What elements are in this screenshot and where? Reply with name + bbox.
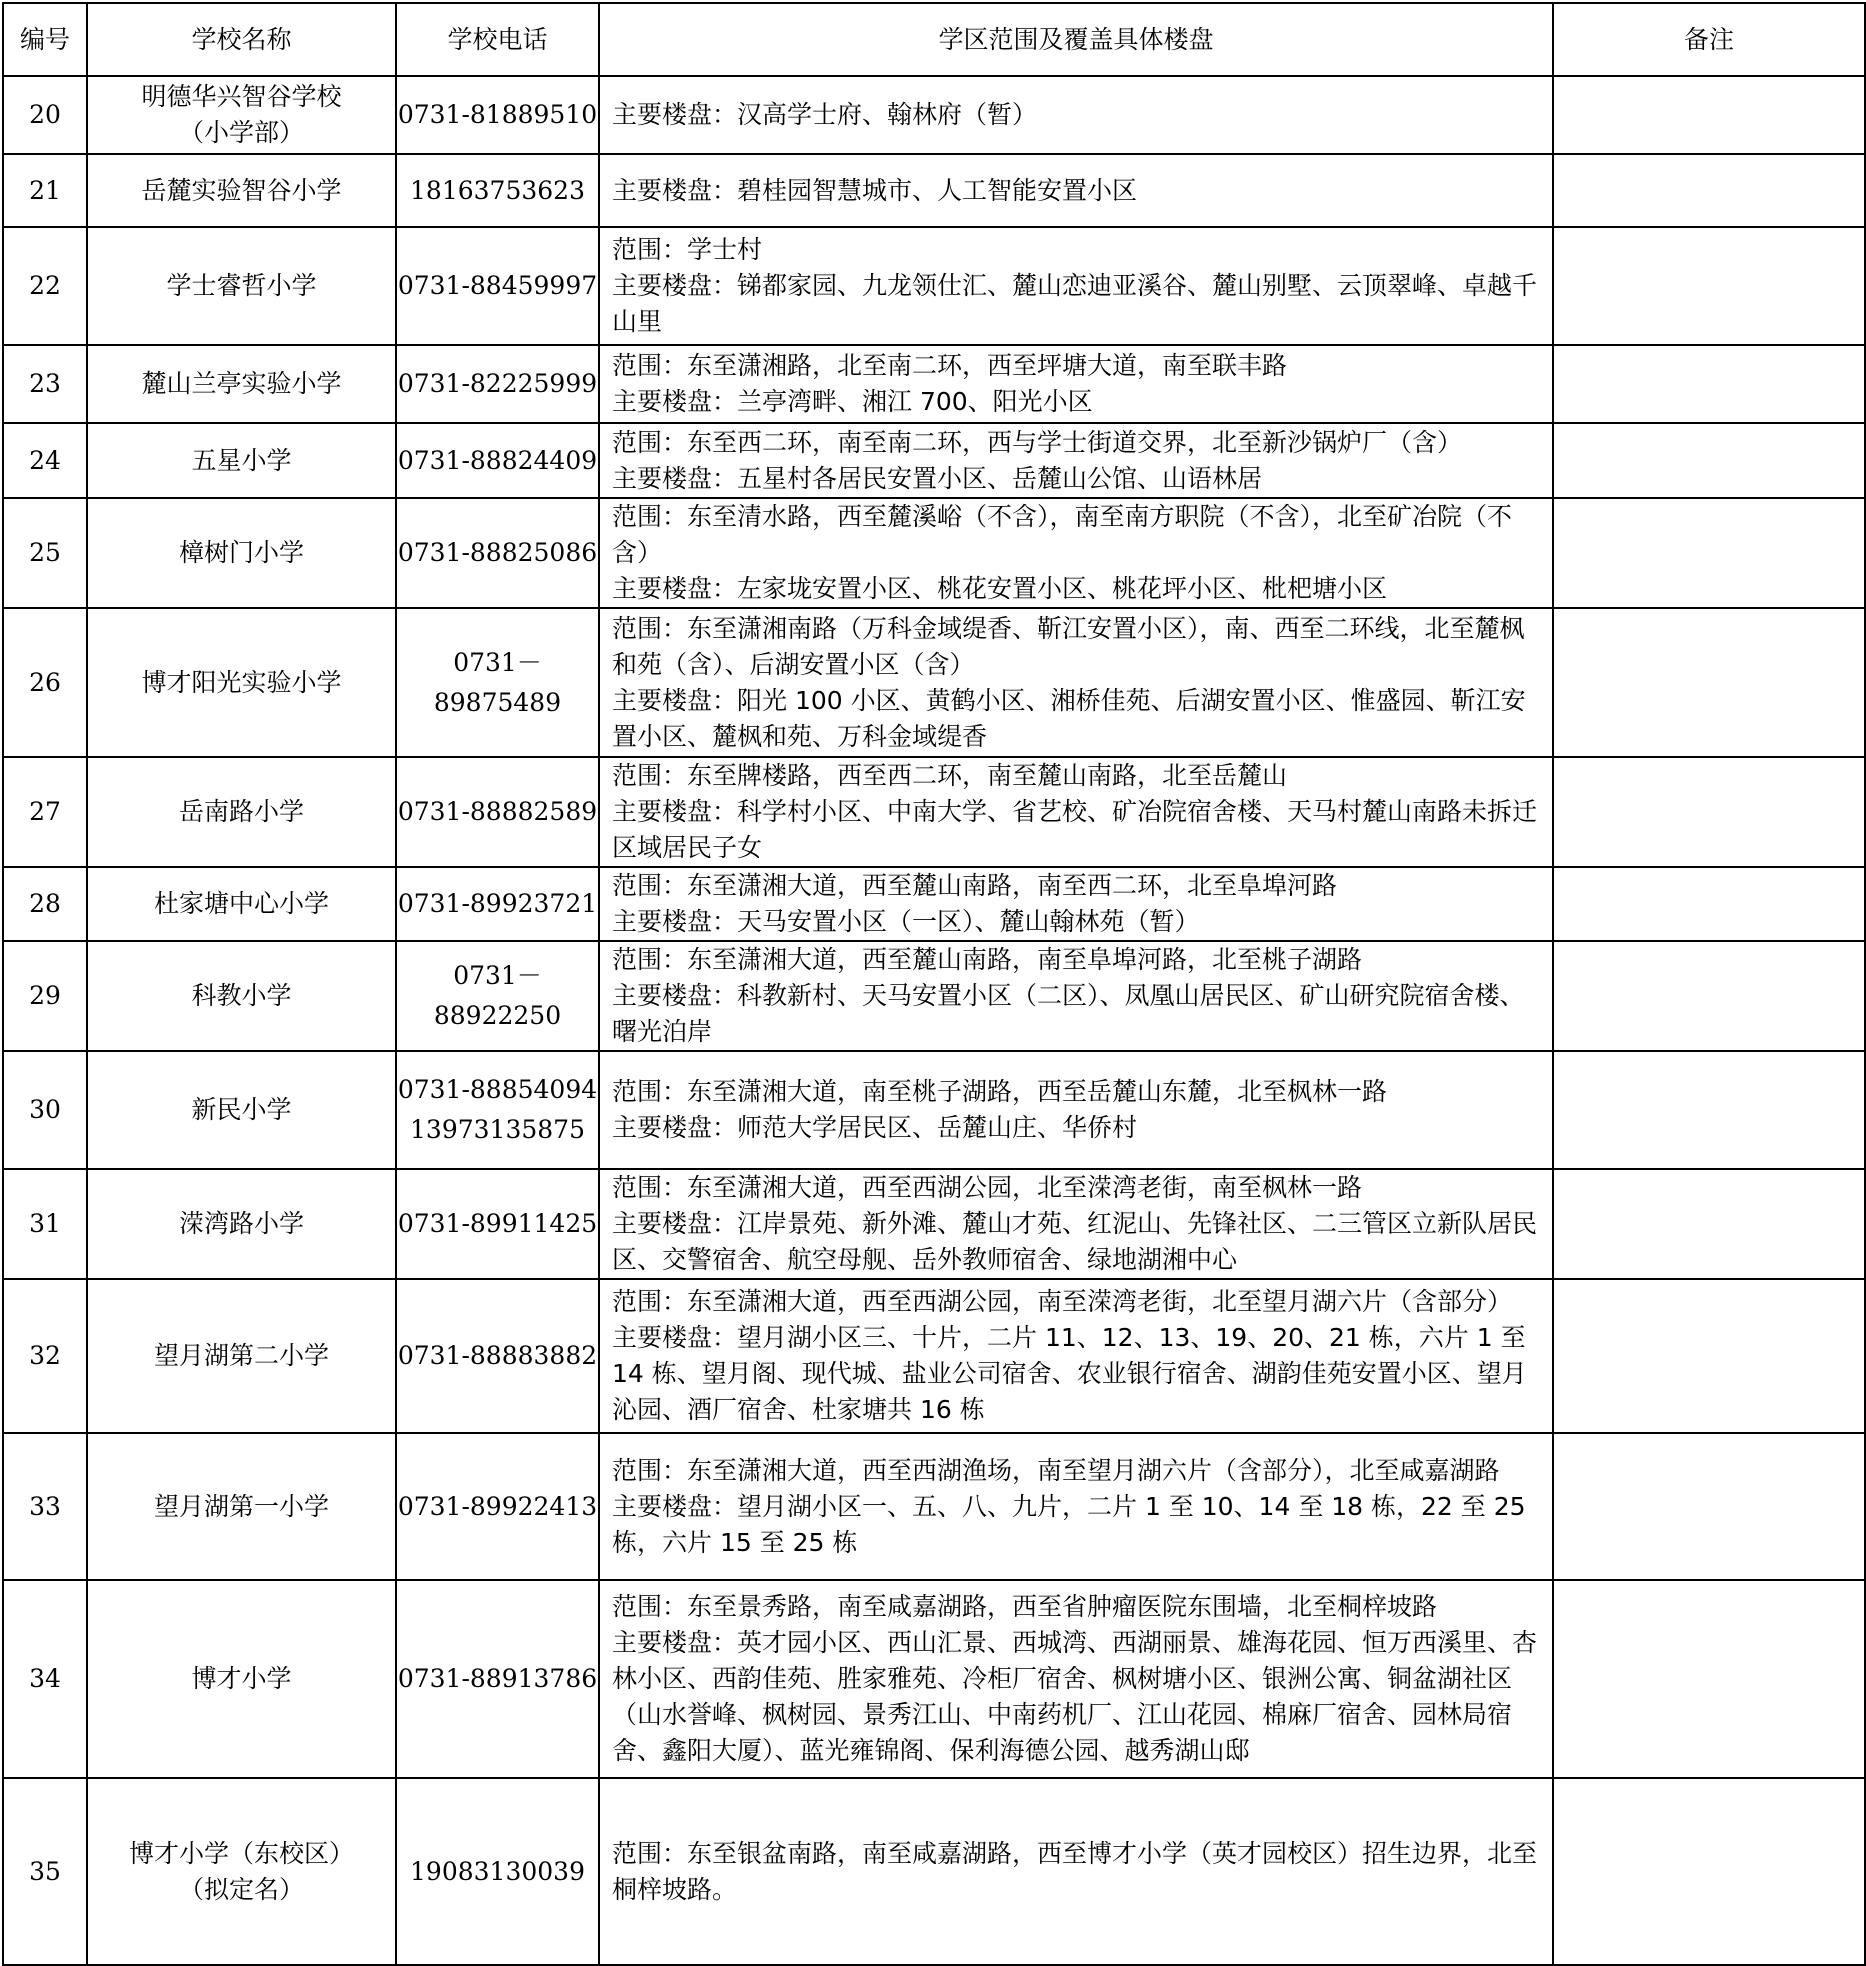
district-scope xyxy=(599,423,1553,498)
phone-number: 0731-89923721 xyxy=(397,889,598,918)
school-phone xyxy=(396,1279,599,1433)
scope-line: 主要楼盘：碧桂园智慧城市、人工智能安置小区 xyxy=(612,175,1138,205)
district-scope xyxy=(599,757,1553,867)
remarks xyxy=(1553,867,1865,941)
school-name: 杜家塘中心小学 xyxy=(87,867,396,941)
table-row xyxy=(3,941,1865,1051)
scope-line: 主要楼盘：师范大学居民区、岳麓山庄、华侨村 xyxy=(612,1113,1138,1142)
school-phone xyxy=(396,1433,599,1580)
school-name: 明德华兴智谷学校 （小学部） xyxy=(87,76,396,154)
school-name: 望月湖第一小学 xyxy=(87,1433,396,1580)
phone-number: 88922250 xyxy=(433,1001,562,1030)
school-phone xyxy=(396,1580,599,1778)
scope-line: 主要楼盘：锑都家园、九龙领仕汇、麓山恋迪亚溪谷、麓山别墅、云顶翠峰、卓越千山里 xyxy=(612,271,1538,336)
school-phone xyxy=(396,608,599,757)
table-header-row xyxy=(3,3,1865,76)
phone-number: 0731－89875489 xyxy=(433,647,562,717)
remarks xyxy=(1553,498,1865,608)
scope-line: 范围：东至潇湘大道，西至麓山南路，南至西二环，北至阜埠河路 xyxy=(612,871,1338,900)
school-phone xyxy=(396,76,599,154)
scope-line: 范围：东至景秀路，南至咸嘉湖路，西至省肿瘤医院东围墙，北至桐梓坡路 xyxy=(612,1592,1438,1621)
remarks xyxy=(1553,345,1865,423)
remarks xyxy=(1553,423,1865,498)
phone-number: 0731-88825086 xyxy=(397,538,598,567)
scope-line: 主要楼盘：望月湖小区三、十片，二片 11、12、13、19、20、21 栋，六片 1 至 14 栋、望月阁、现代城、盐业公司宿舍、农业银行宿舍、湖韵佳苑安置小区、望月沁园、酒厂宿舍、杜家塘共 16 栋 xyxy=(612,1323,1527,1424)
school-number: 20 xyxy=(3,76,87,154)
table-row xyxy=(3,1778,1865,1965)
phone-number: 0731－ xyxy=(453,961,542,990)
school-number: 26 xyxy=(3,608,87,757)
phone-number: 0731-88882589 xyxy=(397,797,598,826)
remarks xyxy=(1553,227,1865,345)
school-phone xyxy=(396,1169,599,1279)
phone-number: 0731-89911425 xyxy=(397,1209,598,1238)
school-name: 科教小学 xyxy=(87,941,396,1051)
header-remarks: 备注 xyxy=(1553,3,1865,76)
district-scope xyxy=(599,1778,1553,1965)
school-phone xyxy=(396,345,599,423)
phone-number: 13973135875 xyxy=(410,1115,585,1144)
scope-line: 范围：东至潇湘路，北至南二环，西至坪塘大道，南至联丰路 xyxy=(612,351,1288,380)
school-number: 35 xyxy=(3,1778,87,1965)
phone-number: 19083130039 xyxy=(410,1856,585,1886)
table-row xyxy=(3,76,1865,154)
phone-number: 0731-88459997 xyxy=(397,271,598,300)
scope-line: 范围：东至潇湘大道，西至麓山南路，南至阜埠河路，北至桃子湖路 xyxy=(612,945,1363,974)
phone-number: 0731-88824409 xyxy=(397,445,598,475)
school-number: 31 xyxy=(3,1169,87,1279)
scope-line: 范围：东至潇湘大道，西至西湖渔场，南至望月湖六片（含部分），北至咸嘉湖路 xyxy=(612,1455,1500,1485)
remarks xyxy=(1553,1778,1865,1965)
scope-line: 主要楼盘：左家垅安置小区、桃花安置小区、桃花坪小区、枇杷塘小区 xyxy=(612,574,1388,603)
table-row xyxy=(3,423,1865,498)
school-number: 33 xyxy=(3,1433,87,1580)
school-phone xyxy=(396,757,599,867)
scope-line: 主要楼盘：英才园小区、西山汇景、西城湾、西湖丽景、雄海花园、恒万西溪里、杏林小区、西韵佳苑、胜家雅苑、冷柜厂宿舍、枫树塘小区、银洲公寓、铜盆湖社区（山水誉峰、枫树园、景秀江山、中南药机厂、江山花园、棉麻厂宿舍、园林局宿舍、鑫阳大厦）、蓝光雍锦阁、保利海德公园、越秀湖山邸 xyxy=(612,1628,1538,1765)
table-row xyxy=(3,867,1865,941)
phone-number: 0731-88913786 xyxy=(397,1664,598,1693)
header-school-name: 学校名称 xyxy=(87,3,396,76)
school-phone xyxy=(396,227,599,345)
school-name: 博才阳光实验小学 xyxy=(87,608,396,757)
scope-line: 范围：东至潇湘大道，南至桃子湖路，西至岳麓山东麓，北至枫林一路 xyxy=(612,1077,1388,1106)
phone-number: 0731-88854094 xyxy=(397,1075,598,1104)
school-phone xyxy=(396,1051,599,1169)
school-name: 岳麓实验智谷小学 xyxy=(87,154,396,227)
school-number: 22 xyxy=(3,227,87,345)
scope-line: 主要楼盘：科教新村、天马安置小区（二区）、凤凰山居民区、矿山研究院宿舍楼、曙光泊岸 xyxy=(612,981,1525,1046)
school-name: 五星小学 xyxy=(87,423,396,498)
school-phone xyxy=(396,1778,599,1965)
scope-line: 范围：东至清水路，西至麓溪峪（不含），南至南方职院（不含），北至矿冶院（不含） xyxy=(612,502,1513,567)
scope-line: 范围：东至牌楼路，西至西二环，南至麓山南路，北至岳麓山 xyxy=(612,761,1288,790)
district-scope xyxy=(599,154,1553,227)
scope-line: 范围：东至银盆南路，南至咸嘉湖路，西至博才小学（英才园校区）招生边界，北至桐梓坡路。 xyxy=(612,1838,1538,1904)
scope-line: 主要楼盘：江岸景苑、新外滩、麓山才苑、红泥山、先锋社区、二三管区立新队居民区、交警宿舍、航空母舰、岳外教师宿舍、绿地湖湘中心 xyxy=(612,1209,1538,1274)
school-number: 30 xyxy=(3,1051,87,1169)
district-scope xyxy=(599,1279,1553,1433)
remarks xyxy=(1553,757,1865,867)
scope-line: 主要楼盘：五星村各居民安置小区、岳麓山公馆、山语林居 xyxy=(612,463,1263,493)
scope-line: 范围：东至潇湘南路（万科金域缇香、靳江安置小区），南、西至二环线，北至麓枫和苑（含）、后湖安置小区（含） xyxy=(612,613,1525,679)
school-number: 34 xyxy=(3,1580,87,1778)
scope-line: 主要楼盘：望月湖小区一、五、八、九片，二片 1 至 10、14 至 18 栋，22 至 25 栋，六片 15 至 25 栋 xyxy=(612,1491,1526,1557)
school-number: 21 xyxy=(3,154,87,227)
table-row xyxy=(3,1580,1865,1778)
table-row xyxy=(3,227,1865,345)
school-number: 25 xyxy=(3,498,87,608)
school-name: 新民小学 xyxy=(87,1051,396,1169)
school-name: 学士睿哲小学 xyxy=(87,227,396,345)
remarks xyxy=(1553,154,1865,227)
school-phone xyxy=(396,941,599,1051)
district-scope xyxy=(599,1051,1553,1169)
school-name: 望月湖第二小学 xyxy=(87,1279,396,1433)
remarks xyxy=(1553,608,1865,757)
remarks xyxy=(1553,941,1865,1051)
district-scope xyxy=(599,498,1553,608)
table-row xyxy=(3,498,1865,608)
school-name: 博才小学（东校区） （拟定名） xyxy=(87,1778,396,1965)
school-number: 24 xyxy=(3,423,87,498)
phone-number: 0731-82225999 xyxy=(397,369,598,398)
table-row xyxy=(3,757,1865,867)
school-name: 麓山兰亭实验小学 xyxy=(87,345,396,423)
table-row xyxy=(3,1169,1865,1279)
scope-line: 范围：学士村 xyxy=(612,235,763,264)
phone-number: 0731-81889510 xyxy=(397,100,598,129)
table-row xyxy=(3,608,1865,757)
scope-line: 主要楼盘：科学村小区、中南大学、省艺校、矿冶院宿舍楼、天马村麓山南路未拆迁区域居民子女 xyxy=(612,797,1538,862)
scope-line: 主要楼盘：天马安置小区（一区）、麓山翰林苑（暂） xyxy=(612,907,1200,936)
district-scope xyxy=(599,941,1553,1051)
school-number: 32 xyxy=(3,1279,87,1433)
district-scope xyxy=(599,867,1553,941)
remarks xyxy=(1553,76,1865,154)
table-row xyxy=(3,345,1865,423)
scope-line: 主要楼盘：阳光 100 小区、黄鹤小区、湘桥佳苑、后湖安置小区、惟盛园、靳江安置小区、麓枫和苑、万科金域缇香 xyxy=(612,685,1526,751)
table-row xyxy=(3,1051,1865,1169)
scope-line: 范围：东至潇湘大道，西至西湖公园，北至溁湾老街，南至枫林一路 xyxy=(612,1173,1363,1202)
school-name: 博才小学 xyxy=(87,1580,396,1778)
district-scope xyxy=(599,1169,1553,1279)
header-school-phone: 学校电话 xyxy=(396,3,599,76)
remarks xyxy=(1553,1279,1865,1433)
table-row xyxy=(3,1279,1865,1433)
school-name: 溁湾路小学 xyxy=(87,1169,396,1279)
school-district-table xyxy=(2,2,1866,1966)
header-number: 编号 xyxy=(3,3,87,76)
school-phone xyxy=(396,498,599,608)
school-name: 樟树门小学 xyxy=(87,498,396,608)
school-name: 岳南路小学 xyxy=(87,757,396,867)
remarks xyxy=(1553,1051,1865,1169)
table-body xyxy=(3,76,1865,1965)
district-scope xyxy=(599,1433,1553,1580)
scope-line: 主要楼盘：兰亭湾畔、湘江 700、阳光小区 xyxy=(612,387,1093,416)
district-scope xyxy=(599,227,1553,345)
district-scope xyxy=(599,608,1553,757)
remarks xyxy=(1553,1169,1865,1279)
phone-number: 18163753623 xyxy=(410,175,585,205)
district-scope xyxy=(599,345,1553,423)
remarks xyxy=(1553,1580,1865,1778)
district-scope xyxy=(599,1580,1553,1778)
school-phone xyxy=(396,154,599,227)
school-number: 29 xyxy=(3,941,87,1051)
school-number: 23 xyxy=(3,345,87,423)
phone-number: 0731-89922413 xyxy=(397,1491,598,1521)
scope-line: 主要楼盘：汉高学士府、翰林府（暂） xyxy=(612,100,1038,129)
phone-number: 0731-88883882 xyxy=(397,1341,598,1370)
remarks xyxy=(1553,1433,1865,1580)
school-phone xyxy=(396,867,599,941)
district-scope xyxy=(599,76,1553,154)
header-district-scope: 学区范围及覆盖具体楼盘 xyxy=(599,3,1553,76)
table-row xyxy=(3,154,1865,227)
scope-line: 范围：东至潇湘大道，西至西湖公园，南至溁湾老街，北至望月湖六片（含部分） xyxy=(612,1287,1513,1316)
table-row xyxy=(3,1433,1865,1580)
school-number: 27 xyxy=(3,757,87,867)
school-phone xyxy=(396,423,599,498)
scope-line: 范围：东至西二环，南至南二环，西与学士街道交界，北至新沙锅炉厂（含） xyxy=(612,427,1463,457)
school-number: 28 xyxy=(3,867,87,941)
